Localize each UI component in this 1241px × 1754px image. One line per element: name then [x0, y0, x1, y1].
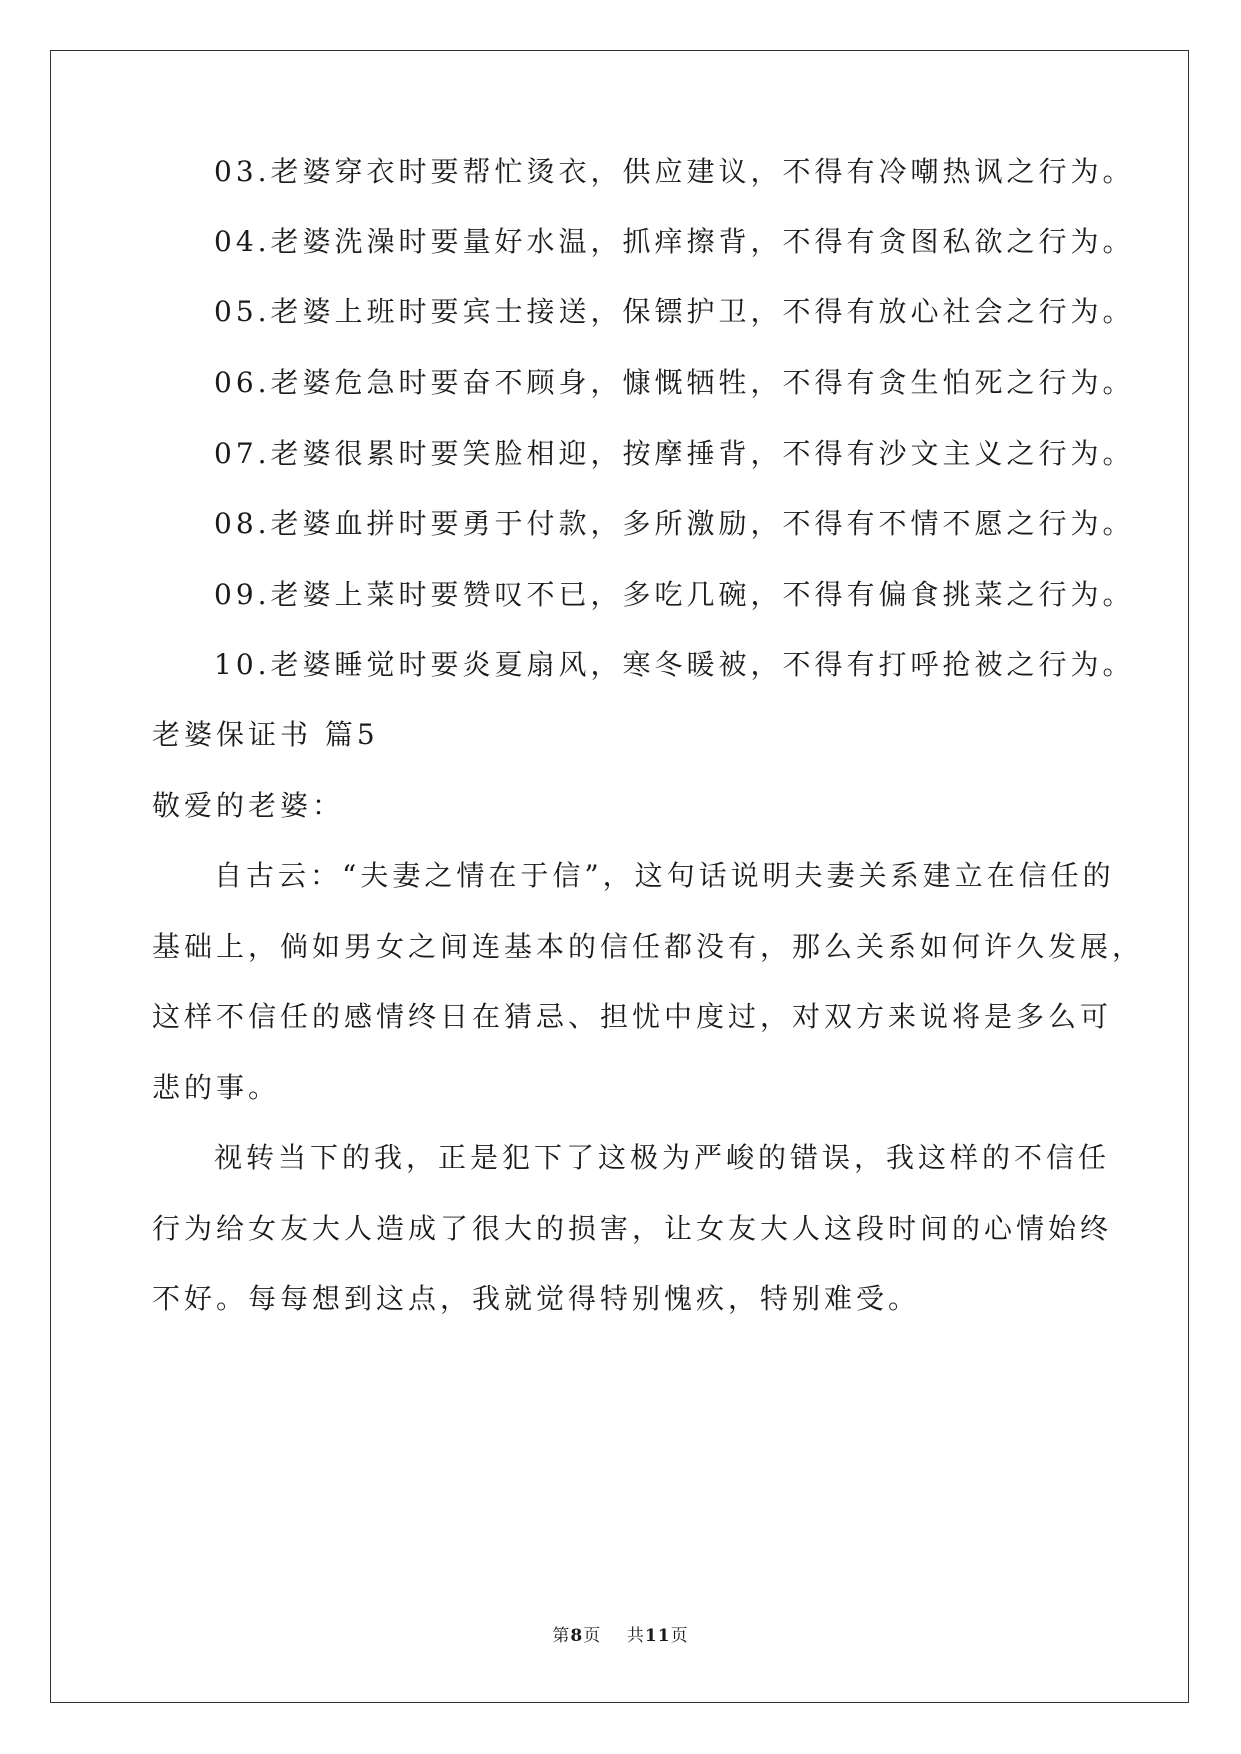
rule-item: 04.老婆洗澡时要量好水温，抓痒擦背，不得有贪图私欲之行为。 — [214, 225, 1135, 258]
page-number: 8 — [570, 1626, 584, 1646]
section-title: 老婆保证书 篇5 — [152, 718, 379, 751]
rule-item: 09.老婆上菜时要赞叹不已，多吃几碗，不得有偏食挑菜之行为。 — [214, 578, 1135, 611]
page-suffix: 页 — [583, 1626, 602, 1646]
rule-item: 07.老婆很累时要笑脸相迎，按摩捶背，不得有沙文主义之行为。 — [214, 437, 1135, 470]
total-pages: 11 — [644, 1626, 671, 1646]
rule-item: 08.老婆血拼时要勇于付款，多所激励，不得有不情不愿之行为。 — [214, 507, 1135, 540]
total-suffix: 页 — [670, 1626, 689, 1646]
paragraph-line: 这样不信任的感情终日在猜忌、担忧中度过，对双方来说将是多么可 — [152, 1000, 1113, 1033]
paragraph-line: 基础上，倘如男女之间连基本的信任都没有，那么关系如何许久发展， — [152, 930, 1145, 963]
rule-item: 03.老婆穿衣时要帮忙烫衣，供应建议，不得有冷嘲热讽之行为。 — [214, 155, 1135, 188]
page-prefix: 第 — [552, 1626, 571, 1646]
paragraph-line: 视转当下的我，正是犯下了这极为严峻的错误，我这样的不信任 — [214, 1141, 1111, 1174]
rule-item: 06.老婆危急时要奋不顾身，慷慨牺牲，不得有贪生怕死之行为。 — [214, 366, 1135, 399]
total-prefix: 共 — [626, 1626, 645, 1646]
paragraph-line: 悲的事。 — [152, 1071, 281, 1104]
paragraph-line: 行为给女友大人造成了很大的损害，让女友大人这段时间的心情始终 — [152, 1212, 1113, 1245]
paragraph-line: 自古云：“夫妻之情在于信”，这句话说明夫妻关系建立在信任的 — [214, 859, 1115, 892]
paragraph-line: 不好。每每想到这点，我就觉得特别愧疚，特别难受。 — [152, 1282, 921, 1315]
salutation: 敬爱的老婆： — [152, 789, 345, 822]
page-footer — [0, 1624, 1241, 1648]
rule-item: 10.老婆睡觉时要炎夏扇风，寒冬暖被，不得有打呼抢被之行为。 — [214, 648, 1135, 681]
rule-item: 05.老婆上班时要宾士接送，保镖护卫，不得有放心社会之行为。 — [214, 295, 1135, 328]
